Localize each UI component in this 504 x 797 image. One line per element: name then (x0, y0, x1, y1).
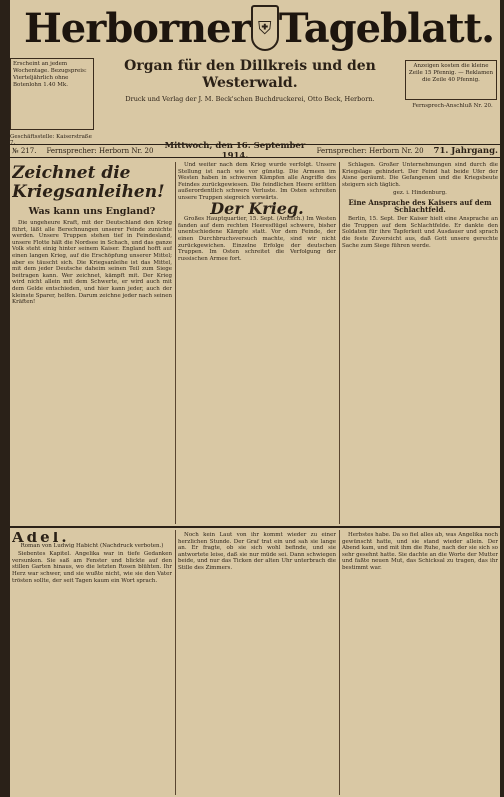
article-body: Berlin, 15. Sept. Der Kaiser hielt eine Ansprache an die Truppen auf dem Schlachtfelde. Er dankte den Soldaten für ihre Tapferkeit und Ausdauer und sprach die feste Zuversicht aus, daß Gott unsere gerechte Sache zum Siege führen werde. (342, 216, 498, 249)
feuilleton-rule (10, 526, 500, 528)
masthead (24, 0, 494, 56)
subhead-england: Was kann uns England? (28, 206, 156, 217)
novel-author: Roman von Ludwig Habicht (Nachdruck verboten.) (20, 542, 164, 549)
headline-war: Der Krieg. (210, 198, 304, 218)
phone-left: Fernsprecher: Herborn Nr. 20 (46, 147, 154, 155)
issue-date: Mittwoch, den 16. September 1914. (164, 141, 306, 161)
newspaper-page (10, 0, 500, 797)
subscription-box: Erscheint an jedem Wochentage. Bezugspreis: Vierteljährlich ohne Botenlohn 1.40 Mk. (10, 58, 94, 130)
column-rule (175, 162, 176, 524)
feuilleton-column-2 (178, 532, 336, 794)
novel-body: Noch kein Laut von ihr kommt wieder zu einer herzlichen Stunde. Der Graf trat ein und sah sie lange an. Er fragte, ob sie sich wohl befinde, und sie antwortete leise, daß sie nur müde sei. Dann schwiegen beide, und nur das Ticken der alten Uhr unterbrach die Stille des Zimmers. (178, 532, 336, 571)
dateline (10, 141, 500, 161)
masthead-title-left: Herborner (24, 4, 251, 52)
masthead-title-right: Tageblatt. (278, 4, 494, 52)
masthead-subtitle: Organ für den Dillkreis und den Westerwald. (124, 58, 376, 91)
office-address: Geschäftsstelle: Kaiserstraße 7. (10, 134, 92, 146)
article-body: Schlagen. Großer Unternehmungen sind durch die Kriegslage gehindert. Der Feind hat beide Ufer der Aisne geräumt. Die Gefangenen und die Kriegsbeute steigern sich täglich. (342, 162, 498, 188)
headline-war-bonds: Zeichnet die Kriegsanleihen! (12, 163, 165, 202)
column-rule (175, 530, 176, 795)
novel-title: Adel. (12, 532, 70, 546)
novel-body: Siebentes Kapitel. Angelika war in tiefe Gedanken versunken. Sie saß am Fenster und blickte auf den stillen Garten hinaus, wo die letzten Rosen blühten. Ihr Herz war schwer, und sie wußte nicht, wie sie den Vater trösten sollte, der seit Tagen kaum ein Wort sprach. (12, 551, 172, 584)
novel-body: Herbstes habe. Da so fiel alles ab, was Angelika noch gewünscht hatte, und sie stand wieder allein. Der Abend kam, und mit ihm die Ruhe, nach der sie sich so sehr gesehnt hatte. Sie dachte an die Worte der Mutter und faßte neuen Mut, das Schicksal zu tragen, das ihr bestimmt war. (342, 532, 498, 571)
issue-number: № 217. (12, 147, 37, 155)
town-crest-icon: ⛨ (251, 5, 279, 51)
signature-line: gez. i. Hindenburg. (393, 190, 447, 197)
headline-kaiser-speech: Eine Ansprache des Kaisers auf dem Schlachtfeld. (348, 197, 492, 214)
column-rule (339, 530, 340, 795)
feuilleton-column-3 (342, 532, 498, 794)
masthead-subtitle-block (100, 58, 400, 103)
phone-right: Fernsprecher: Herborn Nr. 20 (316, 147, 424, 155)
feuilleton-column-1 (12, 532, 172, 794)
advert-price-box: Anzeigen kosten die kleine Zeile 15 Pfennig. — Reklamen die Zeile 40 Pfennig. (405, 60, 497, 100)
publisher-line: Druck und Verlag der J. M. Beck'schen Buchdruckerei, Otto Beck, Herborn. (125, 95, 375, 103)
article-body: Die ungeheure Kraft, mit der Deutschland den Krieg führt, läßt alle Berechnungen unserer Feinde zunichte werden. Unsere Truppen stehen tief in Feindesland, unsere Flotte hält die Nordsee in Schach, und das ganze Volk steht einig hinter seinem Kaiser. England hofft auf einen langen Krieg, auf die Erschöpfung unserer Mittel; aber es täuscht sich. Die Kriegsanleihe ist das Mittel, mit dem jeder Deutsche daheim seinen Teil zum Siege beitragen kann. Wer zeichnet, kämpft mit. Der Krieg wird nicht allein mit dem Schwerte, er wird auch mit dem Gelde entschieden, und hier kann jeder, auch der kleinste Sparer, helfen. Darum zeichne jeder nach seinen Kräften! (12, 220, 172, 306)
article-column-2 (178, 162, 336, 522)
article-column-1 (12, 162, 172, 522)
article-body: Großes Hauptquartier, 15. Sept. (Amtlich.) Im Westen fanden auf dem rechten Heeresflügel schwere, bisher unentschiedene Kämpfe statt. Vor dem Feinde, der einen Durchbruchsversuch machte, sind wir nicht zurückgewichen. Einzelne Erfolge der deutschen Truppen. Im Osten schreitet die Verfolgung der russischen Armee fort. (178, 216, 336, 262)
column-rule (339, 162, 340, 524)
article-column-3 (342, 162, 498, 522)
volume-year: 71. Jahrgang. (433, 146, 498, 156)
phone-line: Fernsprech-Anschluß Nr. 20. (412, 103, 493, 109)
article-body: Und weiter nach dem Krieg wurde verfolgt. Unsere Stellung ist nach wie vor günstig. Die Armeen im Westen haben in schweren Kämpfen alle Angriffe des Feindes zurückgewiesen. Die feindlichen Heere erlitten außerordentlich schwere Verluste. Im Osten schreiten unsere Truppen siegreich vorwärts. (178, 162, 336, 201)
